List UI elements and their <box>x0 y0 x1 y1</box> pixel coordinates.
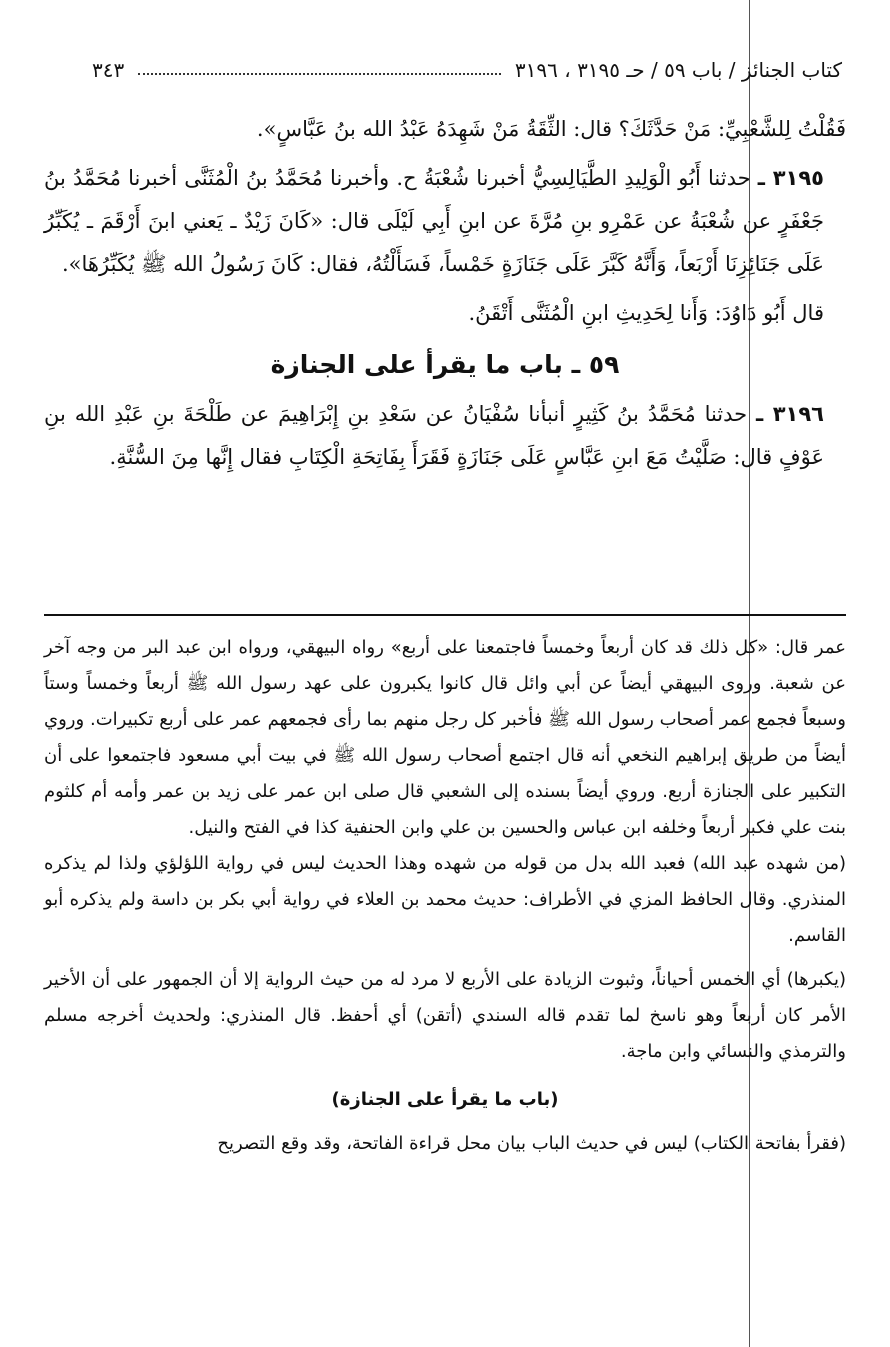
commentary-paragraph: (يكبرها) أي الخمس أحياناً، وثبوت الزيادة على الأربع لا مرد له من حيث الرواية إلا أن الجمهور على أن الأخير الأمر كان أربعاً وهو ناسخ لما تقدم قاله السندي (أتقن) أي أحفظ. قال المنذري: ولحديث أخرجه مسلم والترمذي والنسائي وابن ماجة. <box>44 969 846 1062</box>
commentary-paragraph: عمر قال: «كل ذلك قد كان أربعاً وخمساً فاجتمعنا على أربع» رواه البيهقي، ورواه ابن عبد البر من وجه آخر عن شعبة. وروى البيهقي أيضاً عن أبي وائل قال كانوا يكبرون على عهد رسول الله ﷺ أربعاً وخمساً وستاً وسبعاً فجمع عمر أصحاب رسول الله ﷺ فأخبر كل رجل منهم بما رأى فجمعهم عمر على أربع تكبيرات. وروي أيضاً من طريق إبراهيم النخعي أنه قال اجتمع أصحاب رسول الله ﷺ في بيت أبي مسعود فاجتمعوا على أن التكبير على الجنازة أربع. وروي أيضاً بسنده إلى الشعبي قال صلى ابن عمر على زيد بن عمر وأمه أم كلثوم بنت علي فكبر أربعاً وخلفه ابن عباس والحسين بن علي وابن الحنفية كذا في الفتح والنيل. <box>44 637 846 838</box>
hadith-number: ٣١٩٥ ـ <box>757 166 824 190</box>
abu-dawud-note: قال أَبُو دَاوُدَ: وَأَنا لِحَدِيثِ ابنِ الْمُثَنَّى أَتْقَنُ. <box>468 301 824 325</box>
commentary <box>44 630 846 1162</box>
chapter-title: ٥٩ ـ باب ما يقرأ على الجنازة <box>270 350 620 379</box>
hadith-text <box>44 108 846 479</box>
page-number: ٣٤٣ <box>92 58 125 82</box>
header-chapter: كتاب الجنائز / باب ٥٩ / حـ ٣١٩٥ ، ٣١٩٦ <box>514 58 842 82</box>
header-dot-leader <box>138 73 501 75</box>
hadith-number: ٣١٩٦ ـ <box>756 402 824 426</box>
hadith-body: حدثنا مُحَمَّدُ بنُ كَثِيرٍ أنبأنا سُفْيَانُ عن سَعْدِ بنِ إِبْرَاهِيمَ عن طَلْحَةَ بنِ عَبْدِ الله بنِ عَوْفٍ قال: صَلَّيْتُ مَعَ ابنِ عَبَّاسٍ عَلَى جَنَازَةٍ فَقَرَأَ بِفَاتِحَةِ الْكِتَابِ فقال إِنَّها مِنَ السُّنَّةِ. <box>44 402 824 469</box>
hadith-3195 <box>44 157 846 286</box>
footnote-divider <box>44 614 846 616</box>
hadith-3196 <box>44 393 846 479</box>
commentary-paragraph: (من شهده عبد الله) فعبد الله بدل من قوله من شهده وهذا الحديث ليس في رواية اللؤلؤي ولذا لم يذكره المنذري. وقال الحافظ المزي في الأطراف: حديث محمد بن العلاء في رواية أبي بكر بن داسة ولم يذكره أبو القاسم. <box>44 853 846 946</box>
commentary-subtitle: (باب ما يقرأ على الجنازة) <box>331 1089 559 1110</box>
hadith-body: حدثنا أَبُو الْوَلِيدِ الطَّيَالِسِيُّ أخبرنا شُعْبَةُ ح. وأخبرنا مُحَمَّدُ بنُ الْمُثَنَّى أخبرنا مُحَمَّدُ بنُ جَعْفَرٍ عن شُعْبَةُ عن عَمْرِو بنِ مُرَّةَ عن ابنِ أَبِي لَيْلَى قال: «كَانَ زَيْدٌ ـ يَعني ابنَ أَرْقَمَ ـ يُكَبِّرُ عَلَى جَنَائِزِنَا أَرْبَعاً، وَأَنَّهُ كَبَّرَ عَلَى جَنَازَةٍ خَمْساً، فَسَأَلْتُهُ، فقال: كَانَ رَسُولُ الله ﷺ يُكَبِّرُهَا». <box>44 166 824 276</box>
commentary-paragraph: (فقرأ بفاتحة الكتاب) ليس في حديث الباب بيان محل قراءة الفاتحة، وقد وقع التصريح <box>217 1133 846 1154</box>
running-header <box>92 52 842 88</box>
continuation-line: فَقُلْتُ لِلشَّعْبِيِّ: مَنْ حَدَّثَكَ؟ قال: الثِّقَةُ مَنْ شَهِدَهُ عَبْدُ الله بنُ عَبَّاسٍ». <box>256 117 846 141</box>
